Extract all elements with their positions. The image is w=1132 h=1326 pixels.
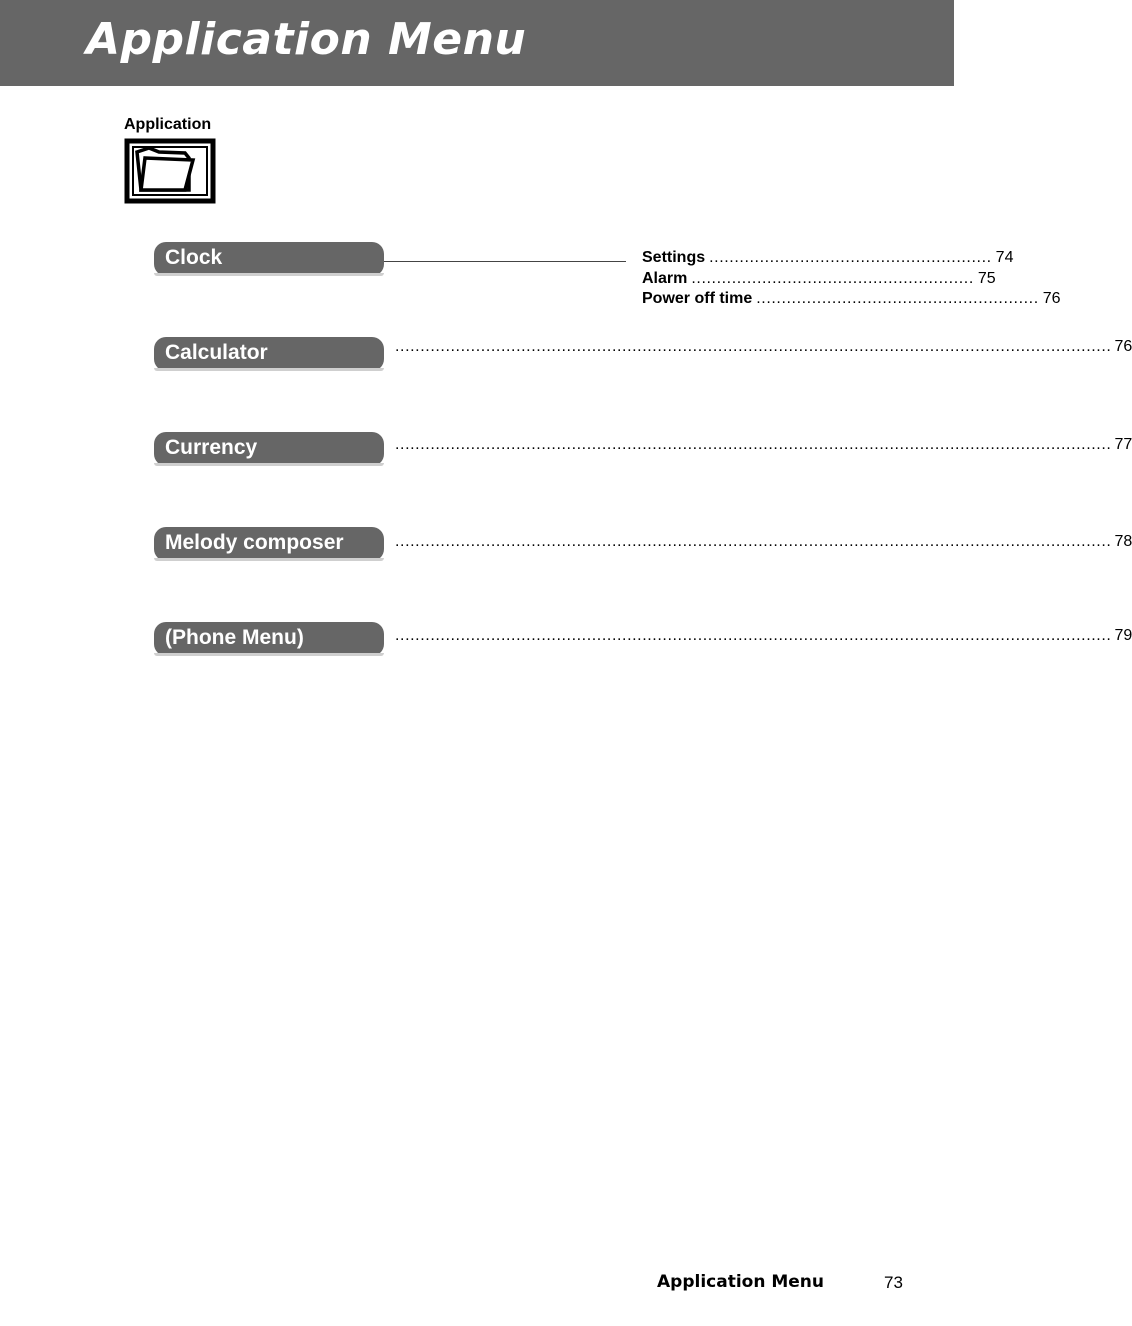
menu-item-melody-composer[interactable]: Melody composer [154, 527, 384, 561]
menu-item-clock[interactable]: Clock [154, 242, 384, 276]
page-number: 77 [1114, 436, 1132, 453]
header-bar [0, 0, 954, 86]
dot-leader: .............................................................................................................................................. [395, 338, 1112, 355]
page-number: 74 [995, 249, 1014, 266]
calculator-page-ref [395, 337, 1132, 357]
page-number: 76 [1114, 338, 1132, 355]
clock-connector-line [384, 261, 626, 262]
submenu-label: Alarm [642, 270, 688, 287]
dot-leader: .............................................................................................................................................. [395, 533, 1112, 550]
dot-leader: .............................................................................................................................................. [395, 627, 1112, 644]
folder-icon [125, 138, 215, 209]
page-number: 75 [977, 270, 996, 287]
footer-section-title: Application Menu [657, 1272, 825, 1292]
menu-item-calculator[interactable]: Calculator [154, 337, 384, 371]
submenu-label: Settings [642, 249, 706, 266]
dot-leader: ........................................................ [709, 249, 992, 266]
menu-item-phone-menu[interactable]: (Phone Menu) [154, 622, 384, 656]
melody-composer-page-ref [395, 532, 1132, 552]
page-title: Application Menu [86, 14, 527, 65]
page-number: 76 [1042, 290, 1061, 307]
submenu-item-power-off-time[interactable] [642, 289, 1061, 309]
phone-menu-page-ref [395, 626, 1132, 646]
dot-leader: ........................................................ [691, 270, 974, 287]
currency-page-ref [395, 435, 1132, 455]
submenu-label: Power off time [642, 290, 753, 307]
application-label: Application [124, 116, 212, 133]
submenu-item-alarm[interactable] [642, 269, 996, 289]
submenu-item-settings[interactable] [642, 248, 1014, 268]
dot-leader: ........................................................ [756, 290, 1039, 307]
page-number: 79 [1114, 627, 1132, 644]
page-number: 78 [1114, 533, 1132, 550]
menu-item-currency[interactable]: Currency [154, 432, 384, 466]
footer-page-number: 73 [884, 1273, 903, 1292]
dot-leader: .............................................................................................................................................. [395, 436, 1112, 453]
